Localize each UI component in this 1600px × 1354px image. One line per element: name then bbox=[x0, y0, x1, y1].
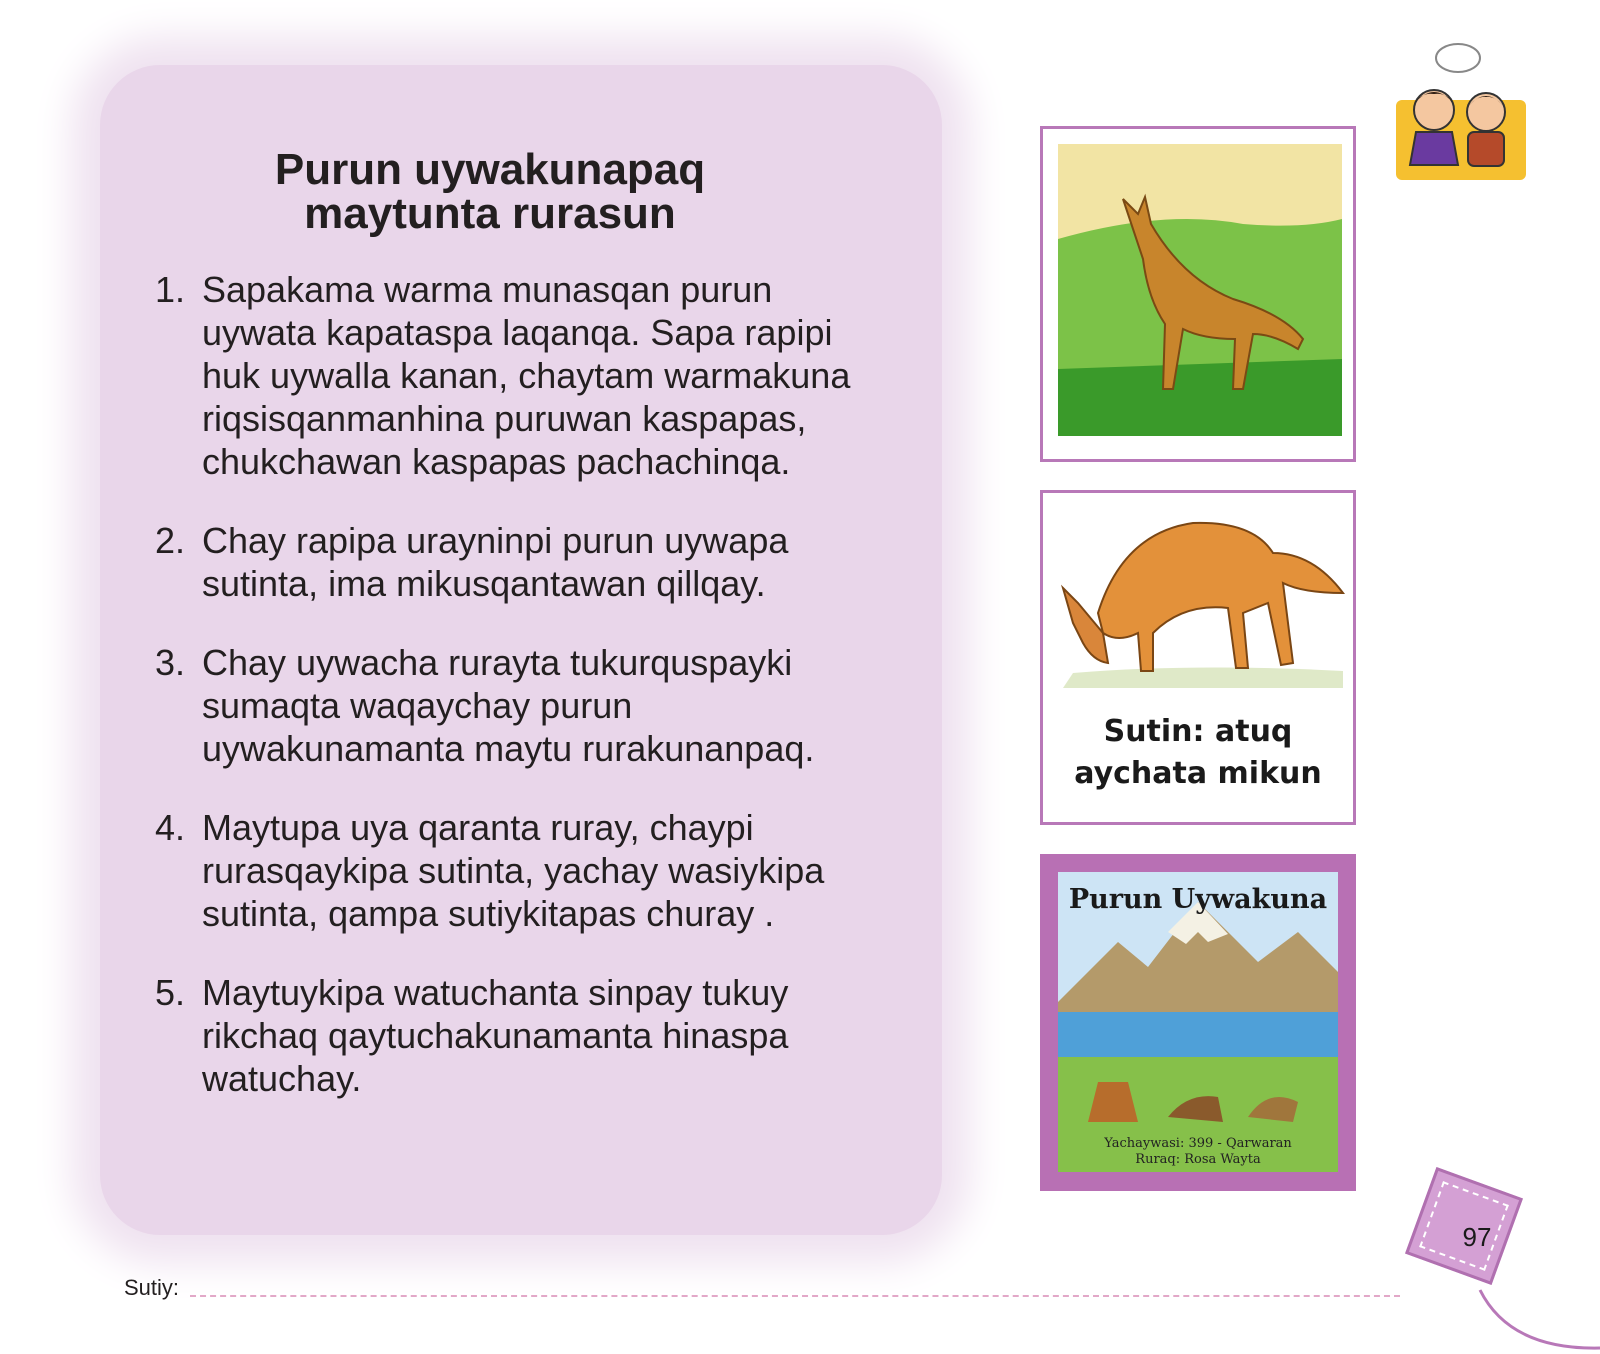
step-item bbox=[155, 806, 895, 935]
step-item bbox=[155, 519, 895, 605]
step-number: 5. bbox=[155, 972, 186, 1013]
fox-grass-picture-frame bbox=[1040, 126, 1356, 462]
fox-in-grass-image bbox=[1043, 129, 1353, 459]
fox-caption-line-2: aychata mikun bbox=[1074, 756, 1322, 791]
title-line-1: Purun uywakunapaq bbox=[274, 145, 706, 194]
page-number: 97 bbox=[1462, 1222, 1492, 1252]
page-title bbox=[180, 145, 800, 238]
fox-caption-card bbox=[1040, 490, 1356, 825]
name-label: Sutiy: bbox=[124, 1275, 180, 1300]
title-line-2: maytunta rurasun bbox=[304, 189, 676, 238]
step-text: Maytupa uya qaranta ruray, chaypi rurasqaykipa sutinta, yachay wasiykipa sutinta, qampa sutiykitapas churay . bbox=[202, 807, 825, 934]
fox-caption bbox=[1043, 711, 1353, 795]
landscape-illustration bbox=[1058, 872, 1338, 1172]
children-talking-illustration bbox=[1396, 40, 1526, 185]
book-title: Purun Uywakuna bbox=[1068, 884, 1328, 915]
fox-caption-line-1: Sutin: atuq bbox=[1103, 714, 1293, 749]
name-writing-line bbox=[190, 1295, 1400, 1297]
step-item bbox=[155, 971, 895, 1100]
book-credits bbox=[1058, 1136, 1338, 1168]
step-text: Chay uywacha rurayta tukurquspayki sumaqta waqaychay purun uywakunamanta maytu rurakunanpaq. bbox=[202, 642, 815, 769]
fox-sniffing-image bbox=[1043, 493, 1353, 693]
book-cover-inner bbox=[1058, 872, 1338, 1172]
step-item bbox=[155, 268, 895, 483]
step-number: 2. bbox=[155, 520, 186, 561]
book-credit-school: Yachaywasi: 399 - Qarwaran bbox=[1104, 1136, 1292, 1151]
book-credit-author: Ruraq: Rosa Wayta bbox=[1135, 1152, 1261, 1167]
step-number: 1. bbox=[155, 269, 186, 310]
book-cover bbox=[1040, 854, 1356, 1191]
step-text: Sapakama warma munasqan purun uywata kapataspa laqanqa. Sapa rapipi huk uywalla kanan, chaytam warmakuna riqsisqanmanhina puruwan kaspapas, chukchawan kaspapas pachachinqa. bbox=[202, 269, 851, 482]
step-number: 3. bbox=[155, 642, 186, 683]
step-number: 4. bbox=[155, 807, 186, 848]
step-item bbox=[155, 641, 895, 770]
steps-list bbox=[155, 268, 895, 1136]
step-text: Chay rapipa urayninpi purun uywapa sutinta, ima mikusqantawan qillqay. bbox=[202, 520, 789, 604]
step-text: Maytuykipa watuchanta sinpay tukuy rikchaq qaytuchakunamanta hinaspa watuchay. bbox=[202, 972, 789, 1099]
